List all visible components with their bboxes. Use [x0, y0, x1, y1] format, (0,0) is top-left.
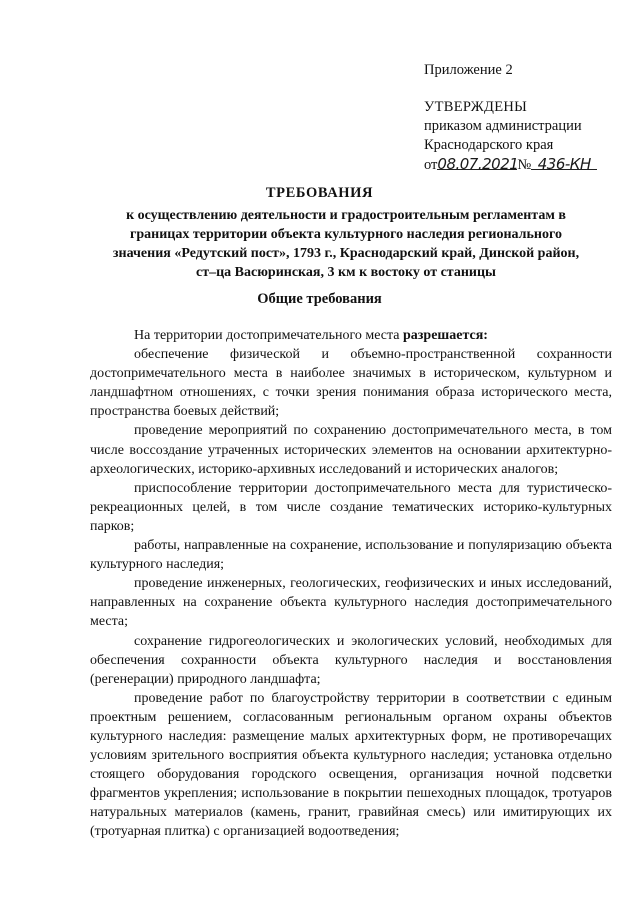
- approval-block: [424, 98, 597, 175]
- body-paragraph: работы, направленные на сохранение, использование и популяризацию объекта культурного наследия;: [90, 538, 612, 573]
- body-paragraph: сохранение гидрогеологических и экологических условий, необходимых для обеспечения сохранности объекта культурного наследия и восстановления (регенерации) природного ландшафта;: [90, 633, 612, 687]
- body-paragraph: проведение инженерных, геологических, геофизических и иных исследований, направленных на сохранение объекта культурного наследия достопримечательного места;: [90, 576, 612, 630]
- intro-text: На территории достопримечательного места: [134, 328, 404, 343]
- intro-paragraph: [90, 326, 612, 345]
- appendix-label: Приложение 2: [424, 62, 513, 78]
- body-paragraph: проведение мероприятий по сохранению достопримечательного места, в том числе воссоздание утраченных исторических элементов на основании архитектурно-археологических, историко-архивных исследований и исторических аналогов;: [90, 423, 612, 477]
- document-title: ТРЕБОВАНИЯ: [265, 185, 374, 201]
- subtitle-line: ст–ца Васюринская, 3 км к востоку от станицы: [196, 265, 496, 280]
- handwritten-number: 436-КН: [537, 155, 591, 173]
- body-paragraph: приспособление территории достопримечательного места для туристическо-рекреационных целей, в том числе создание тематических историко-культурных парков;: [90, 480, 612, 534]
- body-paragraph: обеспечение физической и объемно-пространственной сохранности достопримечательного места в наиболее значимых в историческом, культурном и ландшафтном отношениях, с точки зрения понимания образа исторического места, пространства боевых действий;: [90, 347, 612, 420]
- number-sign: №: [517, 157, 532, 173]
- intro-bold: разрешается:: [403, 328, 488, 343]
- number-field: [531, 155, 597, 173]
- body-paragraph: проведение работ по благоустройству территории в соответствии с единым проектным решением, согласованным региональным органом охраны объектов культурного наследия: размещение малых архитектурных форм, не противоречащих условиям зрительного восприятия объекта культурного наследия; установка отдельно стоящего оборудования городского освещения, организация ночной подсветки фрагментов укрепления; использование в покрытии пешеходных площадок, тротуаров натуральных материалов (камень, гранит, гравийная смесь) или имитирующих их (тротуарная плитка) с организацией водоотведения;: [90, 690, 612, 840]
- subtitle-line: к осуществлению деятельности и градостроительным регламентам в: [126, 208, 566, 223]
- document-body: [90, 326, 612, 842]
- subtitle-line: значения «Редутский пост», 1793 г., Краснодарский край, Динской район,: [112, 246, 580, 261]
- approval-date-line: [424, 155, 597, 175]
- subtitle-line: границах территории объекта культурного наследия регионального: [130, 227, 562, 242]
- date-field: [437, 155, 519, 173]
- approved-title: УТВЕРЖДЕНЫ: [424, 99, 528, 115]
- approved-line-1: приказом администрации: [424, 118, 582, 134]
- document-subtitle: [96, 206, 596, 282]
- section-title: Общие требования: [257, 291, 382, 307]
- from-prefix: от: [424, 157, 438, 173]
- handwritten-date: 08.07.2021: [437, 155, 519, 173]
- approved-line-2: Краснодарского края: [424, 137, 554, 153]
